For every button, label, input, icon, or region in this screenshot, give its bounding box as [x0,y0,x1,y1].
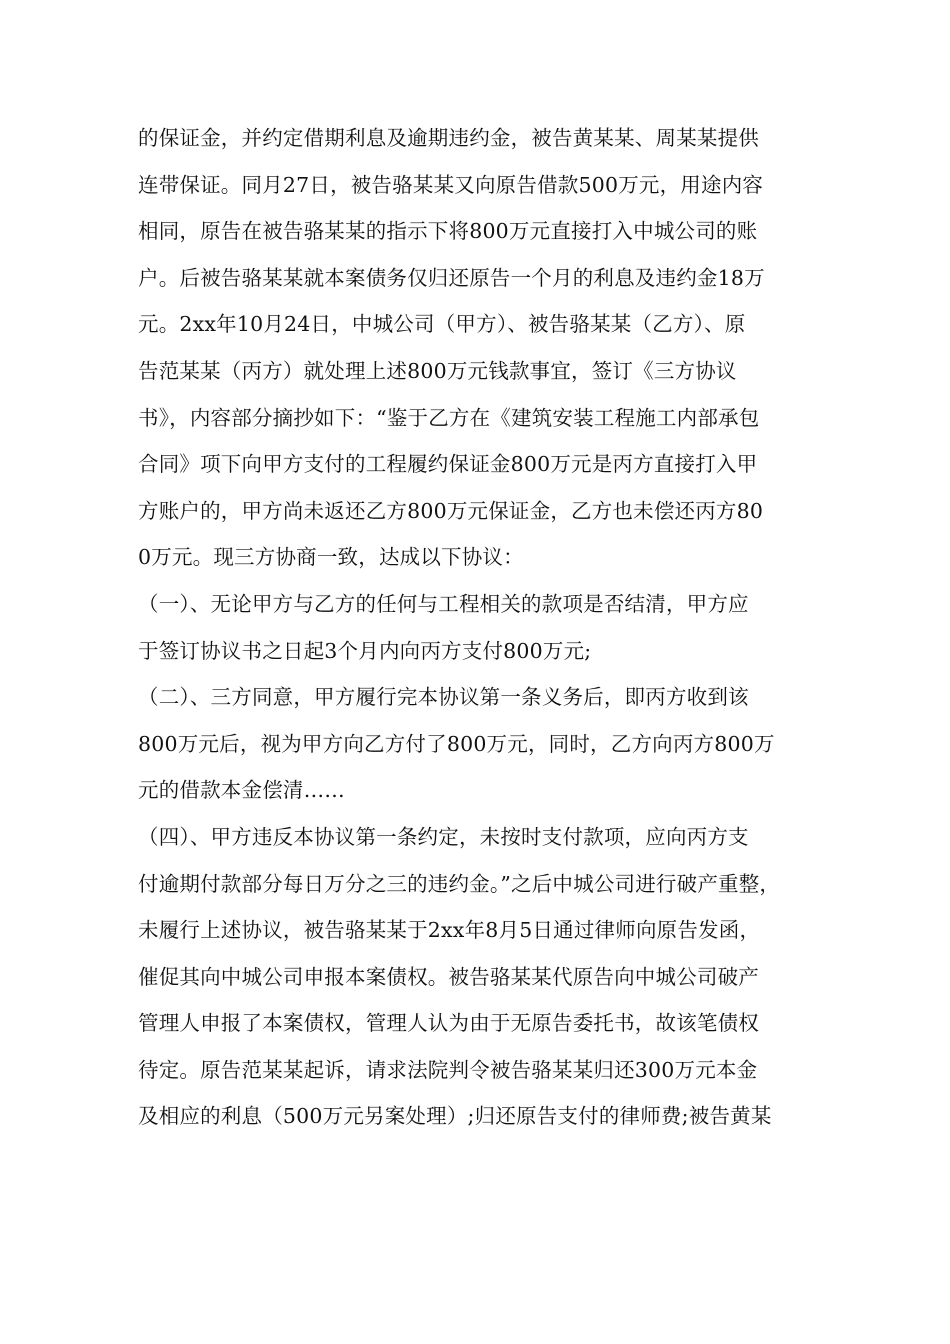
text-line: 户。后被告骆某某就本案债务仅归还原告一个月的利息及违约金18万 [138,265,765,290]
text-line: （二）、三方同意，甲方履行完本协议第一条义务后，即丙方收到该 [138,685,749,710]
text-line: 及相应的利息（500万元另案处理）;归还原告支付的律师费;被告黄某 [138,1104,772,1129]
text-line: 元的借款本金偿清…… [138,778,345,803]
text-line: 管理人申报了本案债权，管理人认为由于无原告委托书，故该笔债权 [138,1011,759,1036]
text-line: 相同，原告在被告骆某某的指示下将800万元直接打入中城公司的账 [138,219,758,244]
text-line: 0万元。现三方协商一致，达成以下协议： [138,545,524,570]
text-line: 于签订协议书之日起3个月内向丙方支付800万元; [138,638,592,663]
text-line: 催促其向中城公司申报本案债权。被告骆某某代原告向中城公司破产 [138,964,759,989]
text-line: 方账户的，甲方尚未返还乙方800万元保证金，乙方也未偿还丙方80 [138,498,764,523]
text-line: 付逾期付款部分每日万分之三的违约金。”之后中城公司进行破产重整， [138,871,781,896]
text-line: 未履行上述协议，被告骆某某于2xx年8月5日通过律师向原告发函， [138,918,761,943]
text-line: 书》，内容部分摘抄如下：“鉴于乙方在《建筑安装工程施工内部承包 [138,405,760,430]
text-line: 连带保证。同月27日，被告骆某某又向原告借款500万元，用途内容 [138,172,764,197]
text-line: （一）、无论甲方与乙方的任何与工程相关的款项是否结清，甲方应 [138,591,749,616]
text-line: 待定。原告范某某起诉，请求法院判令被告骆某某归还300万元本金 [138,1057,758,1082]
text-line: 告范某某（丙方）就处理上述800万元钱款事宜，签订《三方协议 [138,358,737,383]
text-line: （四）、甲方违反本协议第一条约定，未按时支付款项，应向丙方支 [138,824,749,849]
body-text [138,120,838,1145]
text-line: 元。2xx年10月24日，中城公司（甲方）、被告骆某某（乙方）、原 [138,312,746,337]
text-line: 800万元后，视为甲方向乙方付了800万元，同时，乙方向丙方800万 [138,731,775,756]
text-line: 的保证金，并约定借期利息及逾期违约金，被告黄某某、周某某提供 [138,126,759,150]
text-line: 合同》项下向甲方支付的工程履约保证金800万元是丙方直接打入甲 [138,452,758,477]
